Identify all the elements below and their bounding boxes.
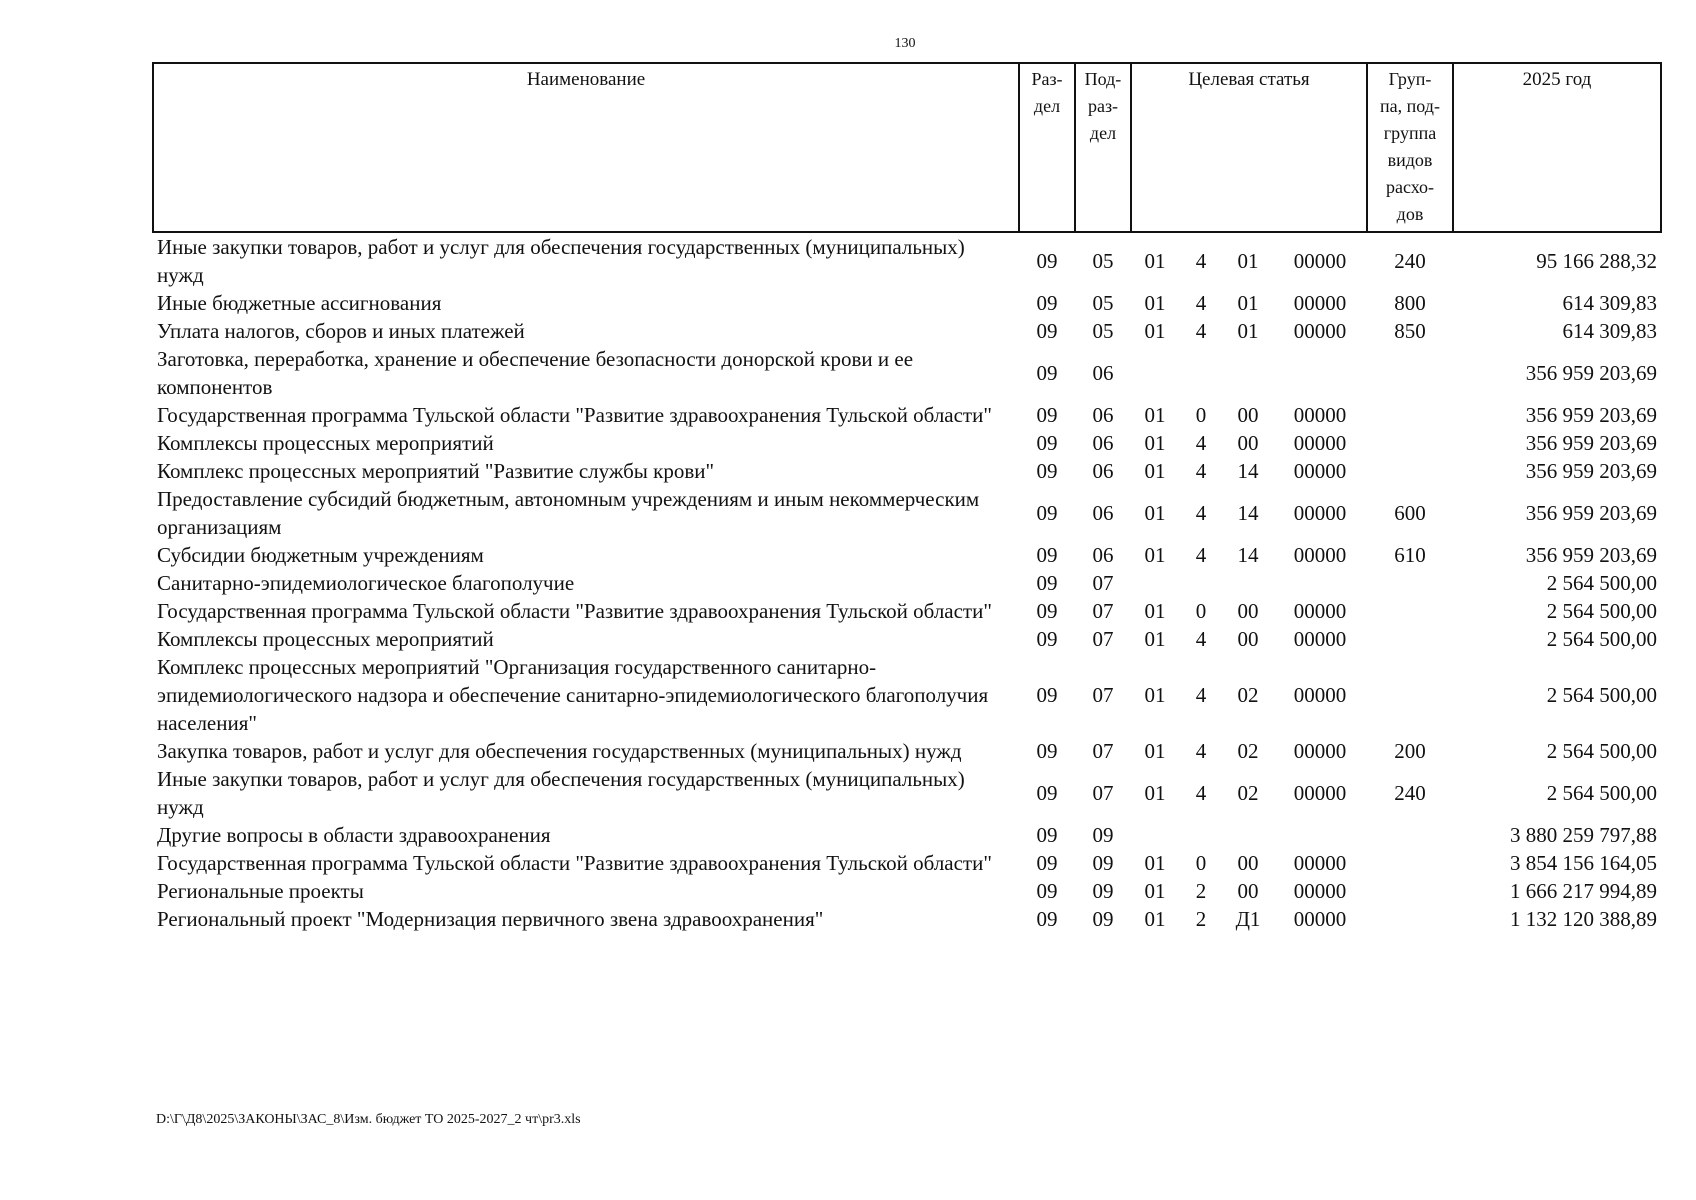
- row-amount: 95 166 288,32: [1536, 249, 1657, 273]
- row-target-direction: 00000: [1293, 739, 1347, 763]
- row-target-structure: 00: [1237, 599, 1259, 623]
- row-razdel: 09: [1036, 851, 1058, 875]
- row-target-type: 4: [1195, 431, 1207, 455]
- row-target-type: 0: [1195, 599, 1207, 623]
- row-razdel: 09: [1036, 823, 1058, 847]
- header-year: 2025 год: [1453, 63, 1661, 232]
- row-podrazdel: 07: [1092, 571, 1114, 595]
- row-razdel: 09: [1036, 627, 1058, 651]
- row-target-program: [1131, 821, 1179, 849]
- row-name: Другие вопросы в области здравоохранения: [157, 823, 551, 847]
- table-row: [153, 541, 1661, 569]
- row-expense-group: [1367, 905, 1453, 933]
- row-razdel: 09: [1036, 431, 1058, 455]
- row-razdel: 09: [1036, 249, 1058, 273]
- header-expense-group: Груп- па, под- группа видов расхо- дов: [1367, 63, 1453, 232]
- row-podrazdel: 06: [1092, 361, 1114, 385]
- row-podrazdel: 07: [1092, 781, 1114, 805]
- footer-file-path: D:\Г\Д8\2025\ЗАКОНЫ\ЗАС_8\Изм. бюджет ТО 2025-2027_2 чт\pr3.xls: [156, 1112, 581, 1127]
- row-target-direction: 00000: [1293, 501, 1347, 525]
- row-razdel: 09: [1036, 543, 1058, 567]
- row-podrazdel: 07: [1092, 739, 1114, 763]
- row-name: Региональные проекты: [157, 879, 364, 903]
- row-target-program: 01: [1144, 879, 1166, 903]
- row-name: Государственная программа Тульской области "Развитие здравоохранения Тульской области": [157, 851, 992, 875]
- row-target-structure: 02: [1237, 739, 1259, 763]
- table-row: [153, 625, 1661, 653]
- table-row: [153, 597, 1661, 625]
- row-expense-group: 200: [1394, 739, 1426, 763]
- row-podrazdel: 07: [1092, 683, 1114, 707]
- row-amount: 356 959 203,69: [1525, 431, 1657, 455]
- row-name: Заготовка, переработка, хранение и обеспечение безопасности донорской крови и ее компонентов: [157, 347, 914, 399]
- row-target-type: [1179, 345, 1223, 401]
- row-podrazdel: 06: [1092, 543, 1114, 567]
- row-amount: 1 666 217 994,89: [1510, 879, 1657, 903]
- row-expense-group: [1367, 849, 1453, 877]
- row-name: Иные закупки товаров, работ и услуг для обеспечения государственных (муниципальных) нужд: [157, 235, 965, 287]
- row-target-program: 01: [1144, 319, 1166, 343]
- table-row: [153, 821, 1661, 849]
- row-target-program: 01: [1144, 403, 1166, 427]
- row-target-type: 4: [1195, 627, 1207, 651]
- row-expense-group: [1367, 457, 1453, 485]
- row-target-direction: 00000: [1293, 249, 1347, 273]
- table-row: [153, 653, 1661, 737]
- row-podrazdel: 07: [1092, 599, 1114, 623]
- row-name: Санитарно-эпидемиологическое благополучие: [157, 571, 575, 595]
- row-target-program: 01: [1144, 501, 1166, 525]
- row-target-structure: 01: [1237, 249, 1259, 273]
- row-expense-group: [1367, 625, 1453, 653]
- row-podrazdel: 05: [1092, 291, 1114, 315]
- row-podrazdel: 06: [1092, 459, 1114, 483]
- row-name: Предоставление субсидий бюджетным, автономным учреждениям и иным некоммерческим организациям: [157, 487, 980, 539]
- row-amount: 356 959 203,69: [1525, 501, 1657, 525]
- row-amount: 2 564 500,00: [1546, 627, 1657, 651]
- row-target-program: 01: [1144, 599, 1166, 623]
- table-body: [153, 232, 1661, 933]
- row-amount: 2 564 500,00: [1546, 781, 1657, 805]
- page-number: 130: [894, 36, 916, 51]
- row-amount: 2 564 500,00: [1546, 683, 1657, 707]
- row-target-structure: 00: [1237, 879, 1259, 903]
- header-row: [153, 63, 1661, 232]
- row-target-direction: [1273, 345, 1367, 401]
- row-razdel: 09: [1036, 501, 1058, 525]
- table-row: [153, 401, 1661, 429]
- row-target-type: 4: [1195, 781, 1207, 805]
- row-target-structure: [1223, 569, 1273, 597]
- table-row: [153, 429, 1661, 457]
- row-target-direction: 00000: [1293, 879, 1347, 903]
- row-podrazdel: 05: [1092, 249, 1114, 273]
- row-target-program: 01: [1144, 627, 1166, 651]
- row-target-direction: 00000: [1293, 627, 1347, 651]
- row-target-direction: 00000: [1293, 459, 1347, 483]
- row-target-program: 01: [1144, 739, 1166, 763]
- header-razdel: Раз- дел: [1019, 63, 1075, 232]
- row-target-direction: [1273, 569, 1367, 597]
- budget-table: [152, 62, 1662, 933]
- row-target-structure: 14: [1237, 459, 1259, 483]
- row-razdel: 09: [1036, 403, 1058, 427]
- row-expense-group: [1367, 821, 1453, 849]
- row-name: Комплекс процессных мероприятий "Развитие службы крови": [157, 459, 715, 483]
- row-name: Комплексы процессных мероприятий: [157, 627, 494, 651]
- row-target-structure: 00: [1237, 403, 1259, 427]
- row-expense-group: 850: [1394, 319, 1426, 343]
- row-target-type: 4: [1195, 739, 1207, 763]
- row-target-type: 2: [1195, 879, 1207, 903]
- row-target-direction: 00000: [1293, 403, 1347, 427]
- row-target-structure: 00: [1237, 627, 1259, 651]
- row-target-type: 4: [1195, 683, 1207, 707]
- row-podrazdel: 06: [1092, 431, 1114, 455]
- row-target-structure: 01: [1237, 291, 1259, 315]
- row-target-direction: 00000: [1293, 291, 1347, 315]
- row-expense-group: [1367, 597, 1453, 625]
- row-podrazdel: 09: [1092, 907, 1114, 931]
- row-target-direction: 00000: [1293, 851, 1347, 875]
- table-row: [153, 289, 1661, 317]
- row-target-structure: 02: [1237, 683, 1259, 707]
- row-target-type: 4: [1195, 291, 1207, 315]
- row-amount: 2 564 500,00: [1546, 599, 1657, 623]
- row-target-direction: 00000: [1293, 907, 1347, 931]
- row-target-type: [1179, 569, 1223, 597]
- row-target-direction: 00000: [1293, 543, 1347, 567]
- row-target-type: 0: [1195, 851, 1207, 875]
- row-expense-group: 610: [1394, 543, 1426, 567]
- row-expense-group: 240: [1394, 249, 1426, 273]
- row-target-type: 4: [1195, 501, 1207, 525]
- row-expense-group: 240: [1394, 781, 1426, 805]
- row-target-type: 4: [1195, 543, 1207, 567]
- row-target-direction: 00000: [1293, 431, 1347, 455]
- row-target-type: [1179, 821, 1223, 849]
- row-podrazdel: 06: [1092, 501, 1114, 525]
- row-razdel: 09: [1036, 879, 1058, 903]
- row-target-direction: 00000: [1293, 599, 1347, 623]
- row-target-program: [1131, 345, 1179, 401]
- row-target-direction: 00000: [1293, 781, 1347, 805]
- row-expense-group: [1367, 429, 1453, 457]
- row-razdel: 09: [1036, 459, 1058, 483]
- row-target-program: 01: [1144, 851, 1166, 875]
- table-row: [153, 877, 1661, 905]
- row-target-type: 0: [1195, 403, 1207, 427]
- row-target-program: [1131, 569, 1179, 597]
- row-razdel: 09: [1036, 683, 1058, 707]
- row-razdel: 09: [1036, 291, 1058, 315]
- row-target-program: 01: [1144, 781, 1166, 805]
- table-row: [153, 569, 1661, 597]
- header-target-article: Целевая статья: [1131, 63, 1367, 232]
- table-row: [153, 765, 1661, 821]
- row-target-program: 01: [1144, 683, 1166, 707]
- row-amount: 1 132 120 388,89: [1510, 907, 1657, 931]
- row-expense-group: [1367, 877, 1453, 905]
- row-target-type: 4: [1195, 319, 1207, 343]
- table-row: [153, 345, 1661, 401]
- row-amount: 2 564 500,00: [1546, 571, 1657, 595]
- row-expense-group: [1367, 569, 1453, 597]
- row-name: Государственная программа Тульской области "Развитие здравоохранения Тульской области": [157, 599, 992, 623]
- row-target-structure: 14: [1237, 543, 1259, 567]
- row-expense-group: [1367, 653, 1453, 737]
- row-razdel: 09: [1036, 571, 1058, 595]
- row-target-structure: Д1: [1235, 907, 1261, 931]
- row-target-direction: 00000: [1293, 683, 1347, 707]
- row-name: Субсидии бюджетным учреждениям: [157, 543, 484, 567]
- table-row: [153, 849, 1661, 877]
- row-podrazdel: 06: [1092, 403, 1114, 427]
- row-amount: 614 309,83: [1562, 319, 1657, 343]
- row-podrazdel: 09: [1092, 851, 1114, 875]
- row-name: Закупка товаров, работ и услуг для обеспечения государственных (муниципальных) нужд: [157, 739, 962, 763]
- row-name: Региональный проект "Модернизация первичного звена здравоохранения": [157, 907, 824, 931]
- table-row: [153, 232, 1661, 289]
- row-target-type: 4: [1195, 249, 1207, 273]
- row-amount: 356 959 203,69: [1525, 459, 1657, 483]
- row-razdel: 09: [1036, 739, 1058, 763]
- row-razdel: 09: [1036, 907, 1058, 931]
- header-podrazdel: Под- раз- дел: [1075, 63, 1131, 232]
- row-name: Иные бюджетные ассигнования: [157, 291, 442, 315]
- row-amount: 356 959 203,69: [1525, 361, 1657, 385]
- row-target-structure: 14: [1237, 501, 1259, 525]
- row-razdel: 09: [1036, 361, 1058, 385]
- row-amount: 614 309,83: [1562, 291, 1657, 315]
- row-podrazdel: 09: [1092, 879, 1114, 903]
- row-amount: 356 959 203,69: [1525, 403, 1657, 427]
- row-amount: 3 854 156 164,05: [1510, 851, 1657, 875]
- header-name: Наименование: [153, 63, 1019, 232]
- row-amount: 3 880 259 797,88: [1510, 823, 1657, 847]
- row-target-structure: 01: [1237, 319, 1259, 343]
- table-row: [153, 485, 1661, 541]
- row-target-direction: 00000: [1293, 319, 1347, 343]
- row-target-structure: 02: [1237, 781, 1259, 805]
- row-target-program: 01: [1144, 459, 1166, 483]
- row-amount: 2 564 500,00: [1546, 739, 1657, 763]
- row-amount: 356 959 203,69: [1525, 543, 1657, 567]
- row-target-structure: [1223, 345, 1273, 401]
- row-expense-group: 800: [1394, 291, 1426, 315]
- row-razdel: 09: [1036, 781, 1058, 805]
- row-name: Уплата налогов, сборов и иных платежей: [157, 319, 525, 343]
- row-target-program: 01: [1144, 291, 1166, 315]
- row-target-structure: [1223, 821, 1273, 849]
- row-expense-group: [1367, 345, 1453, 401]
- row-razdel: 09: [1036, 599, 1058, 623]
- row-name: Комплекс процессных мероприятий "Организация государственного санитарно-эпидемиологического надзора и обеспечение санитарно-эпидемиологического благополучия населения": [157, 655, 989, 735]
- row-target-program: 01: [1144, 907, 1166, 931]
- row-target-structure: 00: [1237, 851, 1259, 875]
- table-row: [153, 457, 1661, 485]
- row-podrazdel: 09: [1092, 823, 1114, 847]
- row-target-program: 01: [1144, 431, 1166, 455]
- table-row: [153, 317, 1661, 345]
- row-target-type: 4: [1195, 459, 1207, 483]
- table-row: [153, 905, 1661, 933]
- row-expense-group: 600: [1394, 501, 1426, 525]
- row-target-program: 01: [1144, 543, 1166, 567]
- row-name: Комплексы процессных мероприятий: [157, 431, 494, 455]
- row-target-direction: [1273, 821, 1367, 849]
- row-razdel: 09: [1036, 319, 1058, 343]
- row-target-program: 01: [1144, 249, 1166, 273]
- row-target-structure: 00: [1237, 431, 1259, 455]
- row-name: Иные закупки товаров, работ и услуг для обеспечения государственных (муниципальных) нужд: [157, 767, 965, 819]
- row-podrazdel: 05: [1092, 319, 1114, 343]
- row-expense-group: [1367, 401, 1453, 429]
- row-name: Государственная программа Тульской области "Развитие здравоохранения Тульской области": [157, 403, 992, 427]
- row-podrazdel: 07: [1092, 627, 1114, 651]
- row-target-type: 2: [1195, 907, 1207, 931]
- table-row: [153, 737, 1661, 765]
